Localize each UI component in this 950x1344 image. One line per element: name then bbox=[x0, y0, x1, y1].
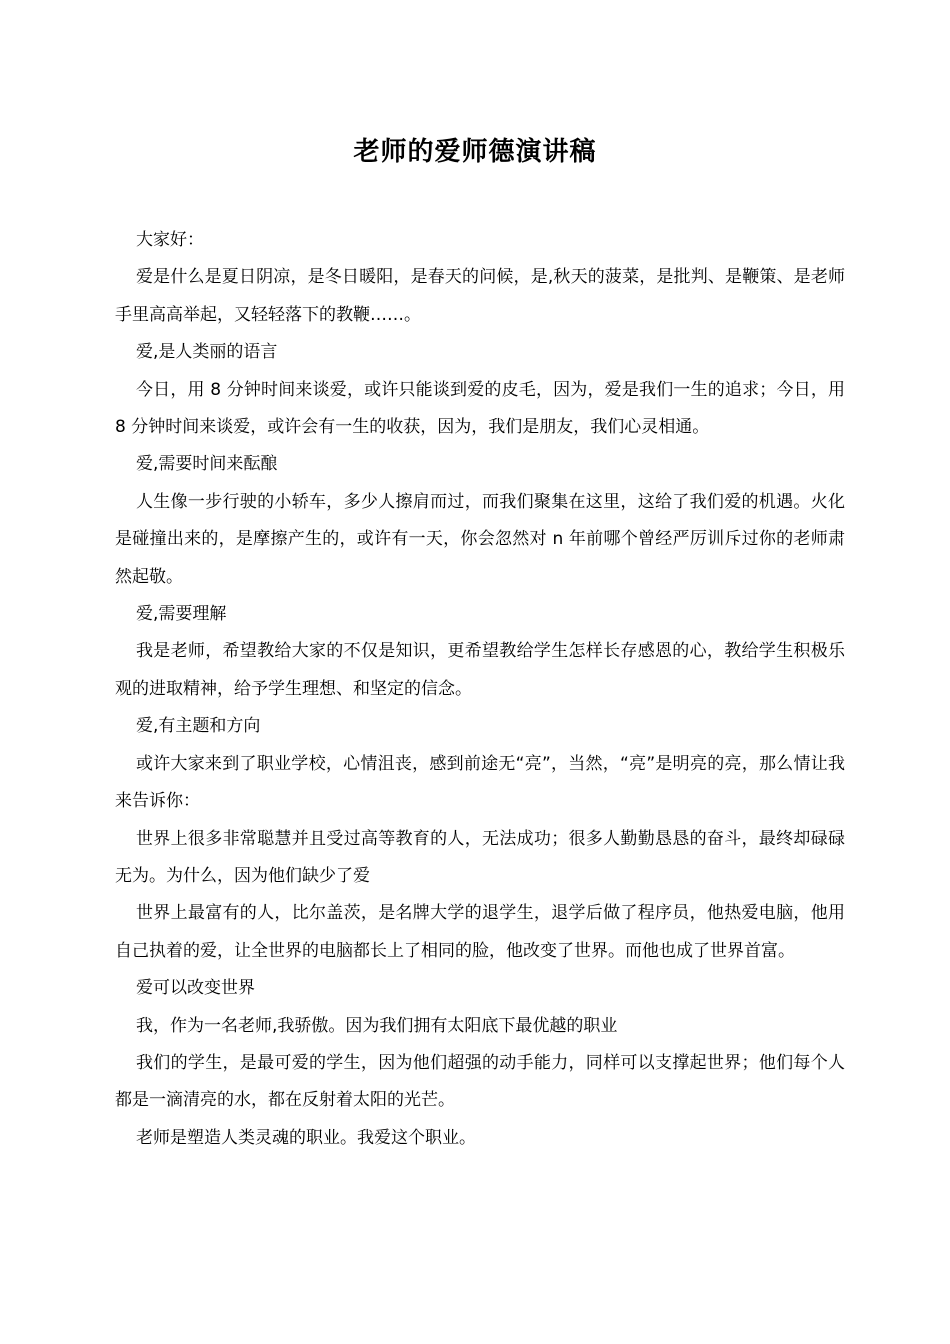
paragraph: 人生像一步行驶的小轿车，多少人擦肩而过，而我们聚集在这里，这给了我们爱的机遇。火化是碰撞出来的，是摩擦产生的，或许有一天，你会忽然对 n 年前哪个曾经严厉训斥过你的老师肃然起敬。 bbox=[115, 491, 845, 587]
section-heading: 爱可以改变世界 bbox=[136, 978, 255, 999]
paragraph: 我，作为一名老师,我骄傲。因为我们拥有太阳底下最优越的职业 bbox=[136, 1015, 618, 1036]
document-body bbox=[115, 222, 845, 1157]
page-title: 老师的爱师德演讲稿 bbox=[353, 137, 597, 167]
paragraph: 爱是什么是夏日阴凉，是冬日暖阳，是春天的问候，是,秋天的菠菜，是批判、是鞭策、是老师手里高高举起，又轻轻落下的教鞭……。 bbox=[115, 267, 845, 325]
paragraph: 世界上很多非常聪慧并且受过高等教育的人，无法成功；很多人勤勤恳恳的奋斗，最终却碌碌无为。为什么，因为他们缺少了爱 bbox=[115, 828, 845, 886]
paragraph: 或许大家来到了职业学校，心情沮丧，感到前途无“亮”，当然，“亮”是明亮的亮，那么情让我来告诉你： bbox=[115, 753, 845, 812]
paragraph: 老师是塑造人类灵魂的职业。我爱这个职业。 bbox=[136, 1127, 476, 1148]
paragraph: 我们的学生，是最可爱的学生，因为他们超强的动手能力，同样可以支撑起世界；他们每个人都是一滴清亮的水，都在反射着太阳的光芒。 bbox=[115, 1052, 845, 1111]
section-heading: 爱,是人类丽的语言 bbox=[136, 342, 278, 363]
paragraph: 世界上最富有的人，比尔盖茨，是名牌大学的退学生，退学后做了程序员，他热爱电脑，他用自己执着的爱，让全世界的电脑都长上了相同的脸，他改变了世界。而他也成了世界首富。 bbox=[115, 903, 845, 961]
section-heading: 爱,需要时间来酝酿 bbox=[136, 454, 278, 475]
section-heading: 爱,有主题和方向 bbox=[136, 716, 261, 737]
paragraph: 今日，用 8 分钟时间来谈爱，或许只能谈到爱的皮毛，因为，爱是我们一生的追求；今日，用 8 分钟时间来谈爱，或许会有一生的收获，因为，我们是朋友，我们心灵相通。 bbox=[115, 379, 845, 438]
paragraph-greeting: 大家好： bbox=[136, 230, 204, 250]
section-heading: 爱,需要理解 bbox=[136, 604, 227, 625]
paragraph: 我是老师，希望教给大家的不仅是知识，更希望教给学生怎样长存感恩的心，教给学生积极乐观的进取精神，给予学生理想、和坚定的信念。 bbox=[115, 641, 845, 699]
